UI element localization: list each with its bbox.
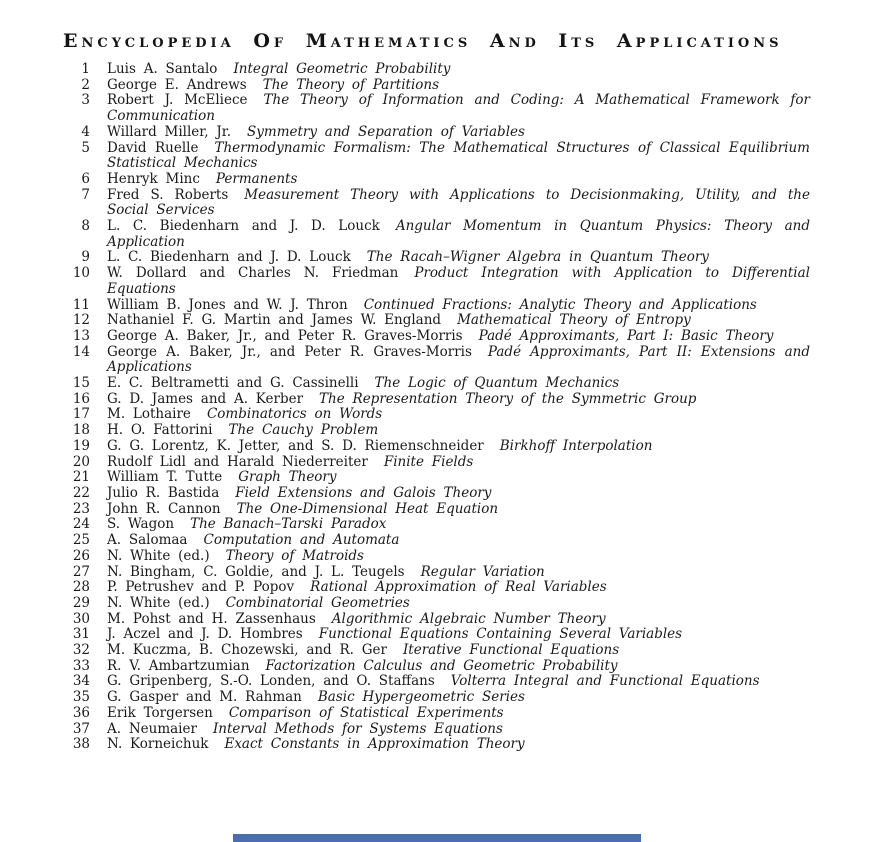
entry-text [107,188,810,219]
entry-title: Graph Theory [238,469,337,486]
list-item [60,502,810,518]
entry-text [107,643,810,659]
entry-authors: A. Neumaier [107,720,197,737]
entry-title: Exact Constants in Approximation Theory [224,736,525,753]
entry-number: 35 [72,689,90,706]
list-item [60,172,810,188]
entry-authors: A. Salomaa [107,532,188,549]
entry-authors: N. White (ed.) [107,547,210,564]
entry-text [107,722,810,738]
entry-text [107,376,810,392]
entry-text [107,533,810,549]
entry-authors: L. C. Biedenharn and J. D. Louck [107,249,351,266]
list-item [60,612,810,628]
entry-number: 33 [72,657,90,674]
entry-authors: Robert J. McEliece [107,92,248,109]
list-item [60,407,810,423]
list-item [60,643,810,659]
entry-authors: George A. Baker, Jr., and Peter R. Graves-Morris [107,343,472,360]
entry-text [107,219,810,250]
entry-text [107,329,810,345]
entry-title: Combinatorics on Words [206,406,383,423]
entry-number: 20 [72,453,90,470]
entry-title: Combinatorial Geometries [225,594,410,611]
entry-title: Permanents [215,170,298,187]
list-item [60,486,810,502]
entry-authors: William B. Jones and W. J. Thron [107,296,348,313]
list-item [60,266,810,297]
entry-authors: E. C. Beltrametti and G. Cassinelli [107,375,359,392]
entry-title: Interval Methods for Systems Equations [212,720,503,737]
series-title: Encyclopedia Of Mathematics And Its Applications [63,30,783,52]
entry-title: Iterative Functional Equations [402,642,620,659]
entry-number: 31 [72,626,90,643]
list-item [60,329,810,345]
entry-authors: S. Wagon [107,516,175,533]
entry-text [107,674,810,690]
entry-text [107,345,810,376]
entry-text [107,470,810,486]
entry-number: 27 [72,563,90,580]
entry-number: 34 [72,673,90,690]
entry-title: Algorithmic Algebraic Number Theory [331,610,606,627]
list-item [60,722,810,738]
entry-title: Functional Equations Containing Several Variables [318,626,683,643]
entry-title: Padé Approximants, Part II: Extensions and Applications [107,343,810,376]
entry-number: 5 [81,139,90,156]
entry-authors: G. Gasper and M. Rahman [107,689,302,706]
entry-authors: N. Korneichuk [107,736,209,753]
entry-title: Measurement Theory with Applications to Decisionmaking, Utility, and the Social Services [107,186,810,219]
list-item [60,549,810,565]
entry-title: Padé Approximants, Part I: Basic Theory [478,327,774,344]
entry-authors: W. Dollard and Charles N. Friedman [107,265,399,282]
entry-number: 15 [72,375,90,392]
entry-number: 22 [72,484,90,501]
entry-text [107,423,810,439]
entry-number: 13 [72,327,90,344]
entry-text [107,125,810,141]
entry-title: Finite Fields [383,453,474,470]
entry-number: 7 [81,186,90,203]
entry-title: Mathematical Theory of Entropy [457,312,691,329]
entry-title: The Representation Theory of the Symmetric Group [319,390,697,407]
entry-authors: Luis A. Santalo [107,61,218,77]
entry-authors: Willard Miller, Jr. [107,123,232,140]
entry-number: 14 [72,343,90,360]
entry-text [107,298,810,314]
entry-authors: P. Petrushev and P. Popov [107,579,295,596]
entry-title: The Banach–Tarski Paradox [190,516,387,533]
entry-text [107,250,810,266]
entry-number: 16 [72,390,90,407]
entry-number: 28 [72,579,90,596]
entry-title: The Cauchy Problem [228,422,379,439]
entry-text [107,392,810,408]
entry-text [107,93,810,124]
entry-authors: N. Bingham, C. Goldie, and J. L. Teugels [107,563,405,580]
entry-title: Product Integration with Application to Differential Equations [107,265,810,297]
entry-title: The Theory of Information and Coding: A Mathematical Framework for Communication [107,92,811,125]
entry-text [107,737,810,753]
entry-authors: M. Lothaire [107,406,191,423]
entry-text [107,172,810,188]
entry-title: The Logic of Quantum Mechanics [374,375,620,392]
bottom-artifact-bar [233,834,641,842]
list-item [60,125,810,141]
list-item [60,392,810,408]
entry-title: The Racah–Wigner Algebra in Quantum Theory [366,249,709,266]
entry-authors: N. White (ed.) [107,594,210,611]
entry-text [107,596,810,612]
entry-title: Symmetry and Separation of Variables [247,123,525,140]
entry-title: The Theory of Partitions [262,76,440,93]
entry-authors: Rudolf Lidl and Harald Niederreiter [107,453,368,470]
entry-number: 11 [72,296,90,313]
entry-authors: M. Kuczma, B. Chozewski, and R. Ger [107,642,387,659]
entry-title: Thermodynamic Formalism: The Mathematical Structures of Classical Equilibrium Statistical Mechanics [107,139,810,172]
entry-title: Factorization Calculus and Geometric Probability [265,657,618,674]
list-item [60,423,810,439]
entry-number: 26 [72,547,90,564]
entry-number: 1 [81,61,90,77]
entry-text [107,690,810,706]
entry-authors: L. C. Biedenharn and J. D. Louck [107,218,380,235]
entry-text [107,580,810,596]
entry-text [107,455,810,471]
entry-title: Field Extensions and Galois Theory [235,484,492,501]
entry-text [107,565,810,581]
entry-number: 23 [72,500,90,517]
entry-title: Continued Fractions: Analytic Theory and Applications [363,296,757,313]
entry-number: 18 [72,422,90,439]
entry-title: Comparison of Statistical Experiments [228,704,504,721]
entry-authors: John R. Cannon [107,500,221,517]
entry-text [107,439,810,455]
entry-authors: G. Gripenberg, S.-O. Londen, and O. Staffans [107,673,435,690]
entry-title: Basic Hypergeometric Series [317,689,525,706]
list-item [60,219,810,250]
entry-authors: H. O. Fattorini [107,422,213,439]
entry-number: 29 [72,594,90,611]
entry-authors: Erik Torgersen [107,704,213,721]
entry-authors: G. G. Lorentz, K. Jetter, and S. D. Riemenschneider [107,437,484,454]
entry-text [107,141,810,172]
list-item [60,376,810,392]
list-item [60,62,810,78]
list-item [60,674,810,690]
list-item [60,596,810,612]
entry-number: 2 [81,76,90,93]
list-item [60,141,810,172]
entry-authors: M. Pohst and H. Zassenhaus [107,610,316,627]
entry-text [107,62,810,78]
list-item [60,78,810,94]
entry-text [107,486,810,502]
entry-number: 21 [72,469,90,486]
entry-authors: George E. Andrews [107,76,247,93]
entry-number: 36 [72,704,90,721]
entry-text [107,706,810,722]
entry-authors: Henryk Minc [107,170,200,187]
entry-title: Volterra Integral and Functional Equations [450,673,760,690]
entry-number: 17 [72,406,90,423]
entry-title: Computation and Automata [203,532,400,549]
entry-title: Regular Variation [420,563,545,580]
entry-number: 9 [81,249,90,266]
entry-number: 4 [81,123,90,140]
entry-number: 37 [72,720,90,737]
entry-number: 6 [81,170,90,187]
list-item [60,313,810,329]
list-item [60,737,810,753]
entry-number: 24 [72,516,90,533]
list-item [60,250,810,266]
list-item [60,470,810,486]
list-item [60,439,810,455]
list-item [60,533,810,549]
list-item [60,188,810,219]
entry-title: Integral Geometric Probability [233,61,451,77]
list-item [60,580,810,596]
entry-number: 32 [72,642,90,659]
entry-authors: Nathaniel F. G. Martin and James W. England [107,312,442,329]
entry-number: 38 [72,736,90,753]
list-item [60,298,810,314]
series-list [60,62,810,753]
list-item [60,659,810,675]
entry-authors: G. D. James and A. Kerber [107,390,304,407]
list-item [60,455,810,471]
list-item [60,565,810,581]
entry-title: Rational Approximation of Real Variables [310,579,607,596]
entry-title: Birkhoff Interpolation [499,437,653,454]
entry-authors: J. Aczel and J. D. Hombres [107,626,303,643]
entry-number: 30 [72,610,90,627]
entry-title: The One-Dimensional Heat Equation [236,500,499,517]
entry-text [107,517,810,533]
entry-number: 10 [72,265,90,282]
entry-number: 25 [72,532,90,549]
entry-number: 8 [81,218,90,235]
entry-text [107,627,810,643]
list-item [60,690,810,706]
entry-text [107,612,810,628]
list-item [60,517,810,533]
entry-number: 3 [81,92,90,109]
entry-text [107,549,810,565]
entry-text [107,659,810,675]
entry-authors: R. V. Ambartzumian [107,657,250,674]
list-item [60,345,810,376]
entry-title: Angular Momentum in Quantum Physics: Theory and Application [107,218,810,250]
entry-text [107,266,810,297]
entry-text [107,502,810,518]
list-item [60,627,810,643]
entry-authors: William T. Tutte [107,469,223,486]
entry-authors: George A. Baker, Jr., and Peter R. Graves-Morris [107,327,463,344]
list-item [60,93,810,124]
entry-text [107,78,810,94]
entry-authors: Julio R. Bastida [107,484,220,501]
entry-number: 19 [72,437,90,454]
entry-text [107,313,810,329]
entry-authors: David Ruelle [107,139,199,156]
entry-text [107,407,810,423]
entry-title: Theory of Matroids [225,547,364,564]
entry-authors: Fred S. Roberts [107,186,229,203]
entry-number: 12 [72,312,90,329]
list-item [60,706,810,722]
